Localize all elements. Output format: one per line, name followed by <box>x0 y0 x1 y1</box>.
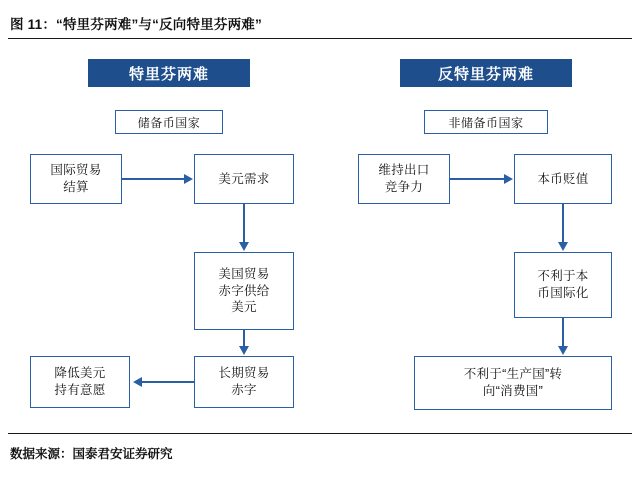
node-long-term-deficit: 长期贸易 赤字 <box>194 356 294 408</box>
arrow-settlement-to-demand <box>122 178 184 180</box>
node-hinders-internationalization: 不利于本 币国际化 <box>514 252 612 318</box>
node-maintain-export: 维持出口 竞争力 <box>358 154 450 204</box>
arrow-settlement-to-demand-head <box>184 174 193 184</box>
right-subtitle: 非储备币国家 <box>424 110 548 134</box>
arrow-internationalization-to-transition-head <box>558 346 568 355</box>
right-banner: 反特里芬两难 <box>400 59 572 87</box>
node-us-deficit-supply: 美国贸易 赤字供给 美元 <box>194 252 294 330</box>
node-lower-willingness: 降低美元 持有意愿 <box>30 356 130 408</box>
arrow-longterm-to-willingness-head <box>133 377 142 387</box>
diagram-canvas <box>0 38 640 433</box>
arrow-export-to-depreciation-head <box>504 174 513 184</box>
page-title: 图 11：“特里芬两难”与“反向特里芬两难” <box>10 17 262 32</box>
arrow-depreciation-to-internationalization-head <box>558 242 568 251</box>
arrow-deficit-to-longterm <box>243 330 245 346</box>
source-divider <box>8 433 632 434</box>
arrow-export-to-depreciation <box>450 178 504 180</box>
node-trade-settlement: 国际贸易 结算 <box>30 154 122 204</box>
arrow-demand-to-deficit <box>243 204 245 242</box>
left-banner: 特里芬两难 <box>88 59 250 87</box>
source-note: 数据来源：国泰君安证券研究 <box>10 447 173 461</box>
node-usd-demand: 美元需求 <box>194 154 294 204</box>
arrow-longterm-to-willingness <box>142 381 194 383</box>
left-subtitle: 储备币国家 <box>115 110 223 134</box>
arrow-deficit-to-longterm-head <box>239 346 249 355</box>
node-currency-depreciation: 本币贬值 <box>514 154 612 204</box>
arrow-internationalization-to-transition <box>562 318 564 346</box>
node-hinders-transition: 不利于“生产国”转 向“消费国” <box>414 356 612 410</box>
arrow-depreciation-to-internationalization <box>562 204 564 242</box>
arrow-demand-to-deficit-head <box>239 242 249 251</box>
